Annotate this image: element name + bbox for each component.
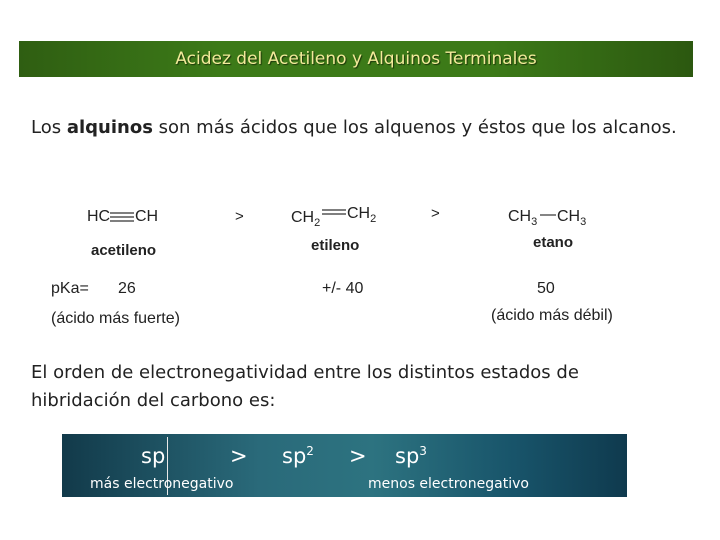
- sp3-label: [395, 444, 427, 468]
- gt-sign-3: >: [230, 444, 248, 468]
- acetylene-pka: 26: [118, 280, 136, 297]
- intro-paragraph: [31, 113, 687, 142]
- sp2-label: [282, 444, 314, 468]
- acetylene-note: (ácido más fuerte): [51, 310, 180, 327]
- gt-sign-2: >: [431, 205, 440, 222]
- ethane-note: (ácido más débil): [491, 307, 613, 324]
- sp-label: sp: [141, 444, 166, 468]
- ethylene-left-main: CH: [291, 209, 315, 226]
- ethane-right: [557, 208, 586, 228]
- double-bond-icon: [322, 208, 348, 218]
- ethane-left-main: CH: [508, 208, 532, 225]
- ethylene-right-sub: 2: [370, 213, 377, 226]
- ethane-left-sub: 3: [531, 216, 538, 229]
- acetylene-right: CH: [135, 208, 159, 225]
- order-paragraph: El orden de electronegatividad entre los distintos estados de hibridación del carbono es:: [31, 362, 579, 411]
- pka-label: pKa=: [51, 280, 89, 297]
- ethylene-left-sub: 2: [314, 217, 321, 230]
- ethane-right-main: CH: [557, 208, 581, 225]
- sp3-sup: 3: [419, 444, 427, 458]
- ethylene-right: [347, 205, 376, 225]
- title-bar: [19, 41, 693, 77]
- more-electronegative: más electronegativo: [90, 476, 234, 492]
- sp2-sup: 2: [306, 444, 314, 458]
- intro-before: Los: [31, 117, 67, 138]
- intro-after: son más ácidos que los alquenos y éstos que los alcanos.: [152, 117, 677, 138]
- ethane-name: etano: [533, 234, 574, 251]
- gt-sign-1: >: [235, 208, 244, 225]
- intro-bold: alquinos: [66, 117, 153, 138]
- ethylene-pka: +/- 40: [322, 280, 364, 297]
- acetylene-name: acetileno: [91, 242, 157, 259]
- ethylene-left: [291, 209, 320, 229]
- sp3-base: sp: [395, 444, 420, 468]
- ethylene-right-main: CH: [347, 205, 371, 222]
- less-electronegative: menos electronegativo: [368, 476, 529, 492]
- gt-sign-4: >: [349, 444, 367, 468]
- ethane-right-sub: 3: [580, 216, 587, 229]
- ethylene-name: etileno: [311, 237, 360, 254]
- triple-bond-icon: [110, 211, 136, 223]
- ethane-pka: 50: [537, 280, 555, 297]
- page-title: Acidez del Acetileno y Alquinos Terminales: [175, 49, 537, 69]
- hybridization-band: [62, 434, 627, 497]
- acetylene-left: HC: [87, 208, 111, 225]
- single-bond-icon: [540, 213, 558, 217]
- ethane-left: [508, 208, 537, 228]
- sp2-base: sp: [282, 444, 307, 468]
